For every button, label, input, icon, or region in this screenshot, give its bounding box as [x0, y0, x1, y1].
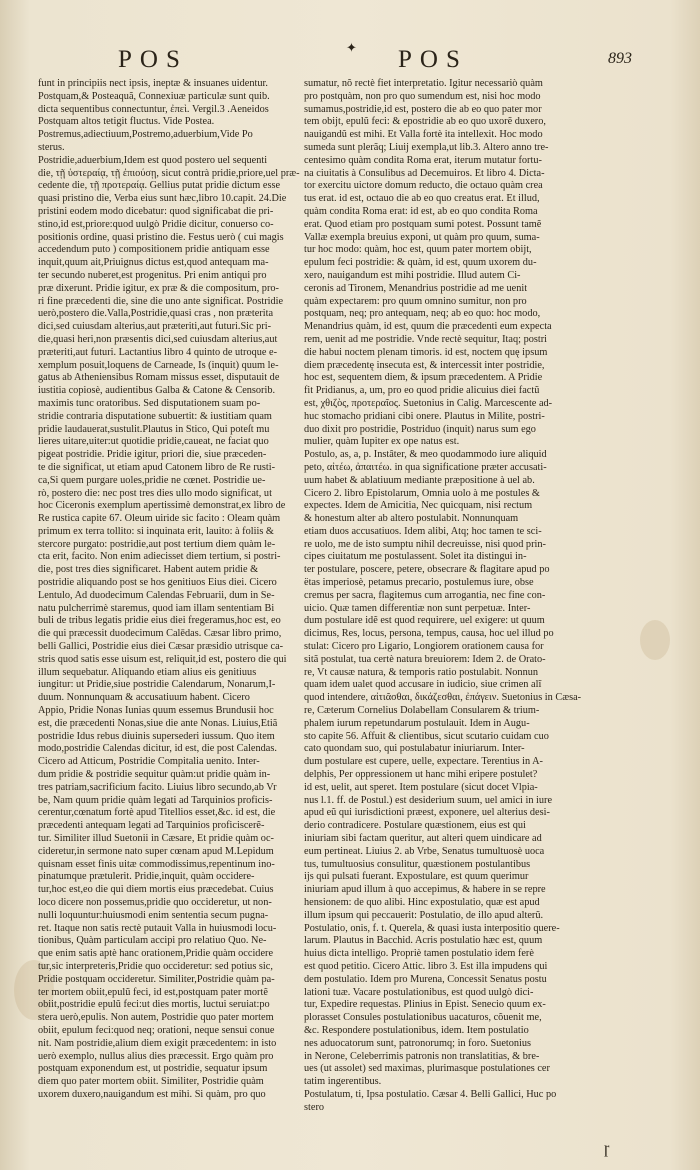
text-line: iniuriam sibi factam queritur, aut alteri quem uindicare ad: [304, 833, 542, 845]
text-line: accedendum puto ) compositionem pridie antiquam esse: [38, 244, 270, 256]
text-line: uum habet & ablatiuum mediante præpositione à uel ab.: [304, 474, 535, 486]
running-head-left: POS: [118, 46, 188, 73]
text-line: illum sequebatur. Aliquando etiam alius eis genitiuus: [38, 666, 257, 678]
text-line: pristini eodem modo dicebatur: quod significabat die pri-: [38, 205, 274, 217]
text-line: stulat: Cicero pro Ligario, Longiorem orationem causa for: [304, 641, 544, 653]
text-line: sumamus,postridie,id est, postero die ab eo quo pater mor: [304, 103, 542, 115]
text-line: pridie laudauerat,sustulit.Plautus in Stico, Qui poteſt mu: [38, 423, 270, 435]
text-line: expectes. Idem de Amicitia, Nec quicquam, nisi rectum: [304, 500, 533, 512]
text-line: tor exercitu uictore domum reducto, die octauo quàm crea: [304, 180, 543, 192]
text-line: est, χθιζὸς, προτεραῖος. Suetonius in Calig. Marcescente ad-: [304, 397, 553, 409]
text-line: quisnam esset finis uitæ commodissimus,repentinum ino-: [38, 858, 275, 870]
text-line: Postridie,aduerbium,Idem est quod postero uel sequenti: [38, 154, 268, 166]
text-line: etiam duos accusatiuos. Idem alibi, Atq; hoc tamen te sci-: [304, 525, 542, 537]
text-line: primum ex terra tollito: si inquinata erit, lauito: à foliis &: [38, 525, 274, 537]
text-line: stridie contraria disputatione subuertit: & iustitiam quam: [38, 410, 272, 422]
text-line: Postquam,& Posteaquã, Connexiuæ particulæ sunt quib.: [38, 90, 270, 102]
text-line: cta erit, facito. Non enim adiecisset diem tertium, si postri-: [38, 551, 281, 563]
text-line: stercore purgato: postridie,aut post tertium diem quàm le-: [38, 538, 276, 550]
text-line: diem quo pater mortem obiit. Similiter, Postridie quàm: [38, 1076, 264, 1088]
text-line: Appio, Pridie Nonas Iunias quum essemus Brundusii hoc: [38, 705, 274, 717]
text-line: loco dicere non possemus,pridie quo occideretur, ut non-: [38, 897, 272, 908]
text-line: cideretur,in sermone nato super cœnam apud M.Lepidum: [38, 845, 274, 857]
text-line: stero: [304, 1101, 325, 1113]
text-line: rem, uenit ad me postridie. Vnde rectè sequitur, Itaq; postri: [304, 333, 548, 345]
text-line: postquam exponendum est, ut postridie, sequatur ipsum: [38, 1063, 268, 1075]
text-line: die, τῇ ὑστεραίᾳ, τῇ ἐπιούσῃ, sicut contrà pridie,priore,uel præ-: [38, 167, 300, 179]
text-line: cato quondam suo, qui postulabatur iniuriarum. Inter-: [304, 743, 525, 755]
text-line: postridie Idus rebus diuinis supersederi iussum. Quo item: [38, 730, 275, 742]
text-line: Cicero ad Atticum, Postridie Compitalia uenito. Inter-: [38, 756, 260, 768]
text-line: Vallæ exempla breuius exponi, ut quàm pro quum, suma-: [304, 231, 540, 243]
text-line: centesimo quàm condita Roma erat, iterum mutatur fortu-: [304, 154, 542, 166]
text-line: plorasset Consules postulationibus uacaturos, cõuenit me,: [304, 1012, 542, 1024]
text-line: natu pulcherrimè staremus, quod iam illam sententiam Bi: [38, 602, 275, 614]
running-head-right: POS: [398, 46, 468, 73]
text-line: stino,id est,priore:quod uulgò Pridie dicitur, conuerso co-: [38, 218, 274, 230]
paper-stain: [640, 620, 670, 660]
footer-mark: ɼ: [604, 1140, 610, 1157]
text-line: præ dixerunt. Pridie igitur, ex præ & die compositum, pro-: [38, 282, 279, 294]
text-line: dum pridie & postridie sequitur quàm:ut pridie quàm in-: [38, 769, 271, 781]
text-line: illum ipsum qui peccauerit: Postulatio, de illo apud alterũ.: [304, 909, 544, 921]
text-line: die, post tres dies significaret. Habent autem pridie &: [38, 564, 259, 576]
text-line: belli Gallici, Postridie eius diei Cæsar præsidio utrisque ca-: [38, 641, 284, 653]
text-line: buli de tribus legatis pridie eius diei fregeramus,hoc est, eo: [38, 615, 281, 627]
text-line: huc stomacho pridiani cibi onere. Plautus in Milite, postri-: [304, 410, 545, 422]
text-line: huius dicta intelligo. Propriè tamen postulatio idem ferè: [304, 948, 534, 960]
text-line: ter mortem obiit,epulũ feci, id est,postquam pater mortẽ: [38, 986, 268, 998]
text-line: Postulatum, ti, Ipsa postulatio. Cæsar 4. Belli Gallici, Huc po: [304, 1088, 557, 1100]
text-line: cedente die, τῇ προτεραίᾳ. Gellius putat pridie dictum esse: [38, 180, 281, 192]
text-line: mulier, quàm Iupiter ex ope natus est.: [304, 436, 460, 448]
text-line: stera uerò,epulis. Non autem, Postridie quo pater mortem: [38, 1012, 274, 1024]
text-line: delphis, Per oppressionem ut hanc mihi eripere postulet?: [304, 769, 538, 781]
text-line: uerò,postero die.Valla,Postridie,quasi cras , non præterita: [38, 308, 274, 320]
text-line: maximis tunc oratoribus. Sed disputationem suam po-: [38, 397, 261, 409]
text-line: tatim ingerentibus.: [304, 1076, 382, 1088]
text-line: obiit,postridie epulũ feci:ut dies mortis, luctui seruiat:po: [38, 999, 270, 1011]
text-line: est, die præcedenti Nonas,siue die ante Nonas. Liuius,Etiã: [38, 717, 278, 729]
text-line: eum pertineat. Liuius 2. ab Vrbe, Senatus tumultuosè uoca: [304, 845, 545, 857]
text-line: positionis ordine, quasi pristino die. Festus uerò ( cui magis: [38, 231, 284, 243]
text-line: nulli loquuntur:huiusmodi enim sententia secum pugna-: [38, 909, 269, 921]
text-line: iungitur: ut Pridie,siue postridie Calendarum, Nonarum,I-: [38, 679, 276, 691]
text-line: dici,sed cuiusdam alterius,aut præteriti,aut futuri.Sic pri-: [38, 321, 272, 333]
text-line: tur,hoc est,eo die qui diem mortis eius præcedebat. Cuius: [38, 884, 274, 896]
text-line: Lentulo, Ad duodecimum Calendas Februarii, dum in Se-: [38, 589, 275, 601]
text-line: obiit, epulum feci:quod neq; orationi, neque sensui conue: [38, 1024, 275, 1036]
text-line: re, Vt causæ natura, & temporis ratio postulabit. Nonnun: [304, 666, 539, 678]
text-line: dicta sequentibus connectuntur, ἐπεὶ. Vergil.3 .Aeneidos: [38, 103, 269, 115]
text-line: erat. Quod etiam pro postquam sumi potest. Possunt tamẽ: [304, 218, 542, 230]
text-line: tem obijt, epulũ feci: & epostridie ab eo quo uxorẽ duxero,: [304, 116, 546, 128]
text-line: ëtas imperiosè, petamus precario, postulemus iure, obse: [304, 577, 534, 589]
text-line: que enim satis aptè hanc orationem,Pridie quàm occidere: [38, 948, 274, 960]
text-line: quod intendere, αἰτιᾶσθαι, δικάζεσθαι, ἐπάγειν. Suetonius in Cæsa-: [304, 692, 582, 704]
text-line: tur. Similiter illud Suetonii in Cæsare, Et pridie quàm oc-: [38, 833, 274, 845]
text-line: ues (ut assolet) sed maximas, plurimasque postulationes cer: [304, 1063, 550, 1075]
text-line: pinatumque prætulerit. Pridie,inquit, quàm occidere-: [38, 871, 255, 883]
text-line: nauigandũ est mihi. Et Valla fortè ita intellexit. Hoc modo: [304, 129, 543, 141]
text-line: &c. Respondere postulationibus, idem. Item postulatio: [304, 1024, 529, 1036]
ornament: ✦: [346, 40, 357, 55]
text-line: id est, uelit, aut speret. Item postulare (sicut docet Vlpia-: [304, 781, 538, 793]
text-line: uicio. Quæ tamen differentiæ non sunt perpetuæ. Inter-: [304, 602, 531, 614]
text-line: Cicero 2. libro Epistolarum, Omnia uolo à me postules &: [304, 487, 540, 499]
text-line: dum postulare est cupere, uelle, expectare. Terentius in A-: [304, 756, 543, 768]
text-line: quàm expectarem: pro quum omnino sumitur, non pro: [304, 295, 527, 307]
text-line: re, Cæterum Cornelius Dolabellam Consularem & trium-: [304, 705, 540, 717]
text-line: sterus.: [38, 141, 65, 153]
text-line: cipes ciuitatum me postulassent. Solet ita distingui in-: [304, 551, 527, 563]
text-line: cerentur,cœnatum fortè apud Titellios esset,&c. id est, die: [38, 807, 276, 819]
text-line: uxorem duxero,nauigandum est mihi. Si quàm, pro quo: [38, 1088, 266, 1100]
text-line: tur hoc modo: quàm, hoc est, quum pater mortem obijt,: [304, 244, 532, 256]
text-line: Re rustica capite 67. Oleum uiride sic facito : Oleam quàm: [38, 513, 281, 525]
text-line: xemplum posuit,loquens de Carneade, Is (inquit) quum le-: [38, 359, 279, 371]
left-column: [38, 78, 334, 1102]
text-line: Postulatio, onis, f. t. Querela, & quasi iusta interpositio quere-: [304, 922, 560, 934]
text-line: larum. Plautus in Bacchid. Acris postulatio hæc est, quum: [304, 935, 543, 947]
text-line: nus l.1. ff. de Postul.) est desiderium suum, uel amici in iure: [304, 794, 553, 806]
text-line: ri fine præcedenti die, sine die uno ante significat. Postridie: [38, 295, 284, 307]
text-line: te die significat, ut etiam apud Catonem libro de Re rusti-: [38, 461, 276, 473]
text-line: cremus per sacra, flagitemus cum arrogantia, nec fine con-: [304, 589, 546, 601]
text-line: diem præcedentę insecuta est, & intercessit inter postridie,: [304, 359, 545, 371]
text-line: Postquam altos tetigit fluctus. Vide Postea.: [38, 116, 215, 128]
text-line: be, Nam quum pridie quàm legati ad Tarquinios proficis-: [38, 794, 273, 806]
text-line: na ciuitatis à Consulibus ad Decemuiros. Et libro 4. Dicta-: [304, 167, 545, 179]
text-line: inquit,quum ait,Priuignus dictus est,quod antequam ma-: [38, 257, 269, 269]
text-line: funt in principiis nect ipsis, ineptæ & insuanes uidentur.: [38, 78, 268, 89]
text-line: derio contradicere. Postulare quæstionem, eius est qui: [304, 820, 526, 832]
text-line: præcedenti antequam legati ad Tarquinios proficiscerẽ-: [38, 820, 265, 832]
text-line: in Nerone, Celeberrimis patronis non translatitias, & bre-: [304, 1050, 540, 1062]
text-line: dum postulare idẽ est quod requirere, uel exigere: ut quum: [304, 615, 545, 627]
text-line: iniuriam apud illum à quo accepimus, & habere in se repre: [304, 884, 546, 896]
text-line: ijs qui pulsati fuerant. Expostulare, est quum querimur: [304, 871, 529, 883]
text-line: tus erat. id est, octauo die ab eo quo creatus erat. Et illud,: [304, 193, 540, 205]
text-line: lieres uitare,uiter:ut quotidie pridie,caueat, ne faciat quo: [38, 436, 269, 448]
text-line: apud eũ qui iurisdictioni præest, exponere, uel alterius desi-: [304, 807, 550, 819]
text-line: ret. Itaque non satis rectè putauit Valla in huiusmodi locu-: [38, 922, 277, 934]
text-line: sto capite 56. Affuit & clientibus, sicut scutario cuidam cuo: [304, 730, 549, 742]
text-line: duum. Nonnunquam & accusatiuum habent. Cicero: [38, 692, 250, 704]
text-line: Postulo, as, a, p. Instâter, & meo quodammodo iure aliquid: [304, 449, 547, 461]
text-line: hensionem: de quo alibi. Hinc expostulatio, quæ est apud: [304, 897, 540, 908]
text-line: est quod petitio. Cicero Attic. libro 3. Est illa impudens qui: [304, 960, 548, 972]
text-line: hoc Ciceronis exemplum apertissimè demonstrat,ex libro de: [38, 500, 286, 512]
text-line: ca,Si quem purgare uoles,pridie ne cœnet. Postridie ue-: [38, 474, 266, 486]
text-line: ceronis ad Tironem, Menandrius postridie ad me uenit: [304, 282, 528, 294]
text-line: quasi pristino die, Verba eius sunt hæc,libro 10.capit. 24.Die: [38, 193, 287, 205]
text-line: stris quod satis esse uisum est, reliquit,id est, postero die qui: [38, 653, 287, 665]
text-line: hoc est, sequentem diem, & ipsum præcedentem. A Pridie: [304, 372, 543, 384]
text-line: tur,sic interpreteris,Pridie quo occideretur: sed potius sic,: [38, 960, 273, 972]
text-line: die habui noctem plenam timoris. id est, noctem quę ipsum: [304, 346, 548, 358]
text-line: lationi tuæ. Vacare postulationibus, est quod uulgò dici-: [304, 986, 534, 998]
text-line: duo dixit pro postridie, Postriduo (inquit) narus sum ego: [304, 423, 536, 435]
text-line: pigeat postridie. Pridie igitur, priori die, siue præceden-: [38, 449, 267, 461]
text-line: tres patriam,sacrificium facito. Liuius libro secundo,ab Vr: [38, 781, 277, 793]
text-line: quam idem ualet quod accusare in iudicio, siue crimen alĩ: [304, 679, 542, 691]
text-line: ter secundo nuberet,est progenitus. Pri enim antiqui pro: [38, 269, 267, 281]
text-line: gatus ab Atheniensibus Romam missus esset, disputauit de: [38, 372, 280, 384]
text-line: quàm condita Roma erat: id est, ab eo quo condita Roma: [304, 205, 538, 217]
text-line: sumatur, nõ rectè fiet interpretatio. Igitur necessariò quàm: [304, 78, 543, 89]
text-line: re uolo, me de isto sumptu nihil decreuisse, nisi quod prin-: [304, 538, 546, 550]
text-line: iustitia copiosè, audientibus Galba & Catone & Censorib.: [38, 385, 276, 397]
text-line: Pridie postquam occideretur. Similiter,Postridie quàm pa-: [38, 973, 275, 985]
text-line: die qui præcessit duodecimum Calēdas. Cæsar libro primo,: [38, 628, 282, 640]
text-line: Postremus,adiectiuum,Postremo,aduerbium,Vide Po: [38, 129, 253, 141]
text-line: uerò exemplo, nullus alius dies præcessit. Ergo quàm pro: [38, 1050, 274, 1062]
text-line: fit Pridianus, a, um, pro eo quod pridie alicuius diei factũ: [304, 385, 540, 397]
text-line: phalem iurum repetundarum postulauit. Idem in Augu-: [304, 717, 530, 729]
text-line: rò, postero die: nec post tres dies ullo modo significat, ut: [38, 487, 272, 499]
text-line: dicimus, Res, locus, persona, tempus, causa, hoc uel illud po: [304, 628, 554, 640]
text-line: Menandrius quàm, id est, quum die præcedenti eum expecta: [304, 321, 552, 333]
text-line: postridie aliquando post se hos genitiuos Eius diei. Cicero: [38, 577, 277, 589]
text-line: sumeda sunt plerãq; Liuij exempla,ut lib.3. Altero anno tre-: [304, 141, 549, 153]
page-number: 893: [608, 50, 632, 67]
text-line: die,quasi heri,non præsentis dici,sed cuiusdam alterius,aut: [38, 333, 278, 345]
text-line: pro postquàm, non pro quo sumendum est, nisi hoc modo: [304, 90, 541, 102]
text-line: tur, Expedire requestas. Plinius in Epist. Senecio quum ex-: [304, 999, 546, 1011]
text-line: sitã postulat, tua certè natura breuiorem: Idem 2. de Orato-: [304, 653, 546, 665]
right-column: [304, 78, 600, 1115]
text-line: nit. Nam postridie,alium diem exigit præcedentem: in isto: [38, 1037, 277, 1049]
text-line: tionibus, Quàm particulam accipi pro relatiuo Quo. Ne-: [38, 935, 267, 947]
text-line: peto, αἰτέω, ἀπαιτέω. in qua significatione præter accusati-: [304, 461, 547, 473]
text-line: modo,postridie Calendas dicitur, id est, die post Calendas.: [38, 743, 277, 755]
text-line: postquam, neq; pro antequam, neq; ab eo quo: hoc modo,: [304, 308, 541, 320]
text-line: nes aduocatorum sunt, patronorumq; in foro. Suetonius: [304, 1037, 532, 1049]
text-line: tus, tumultuosius consulitur, quæstionem postulantibus: [304, 858, 531, 870]
text-line: dem postulatio. Idem pro Murena, Concessit Senatus postu: [304, 973, 547, 985]
text-line: xero, nauigandum est mihi postridie. Illud autem Ci-: [304, 269, 521, 281]
text-line: præteriti,aut futuri. Lactantius libro 4 quinto de utroque e-: [38, 346, 278, 358]
text-line: & honestum alter ab altero postulabit. Nonnunquam: [304, 513, 519, 525]
text-line: ter postulare, poscere, petere, obsecrare & flagitare apud po: [304, 564, 550, 576]
text-line: epulum feci postridie: & quàm, id est, quum uxorem du-: [304, 257, 537, 269]
